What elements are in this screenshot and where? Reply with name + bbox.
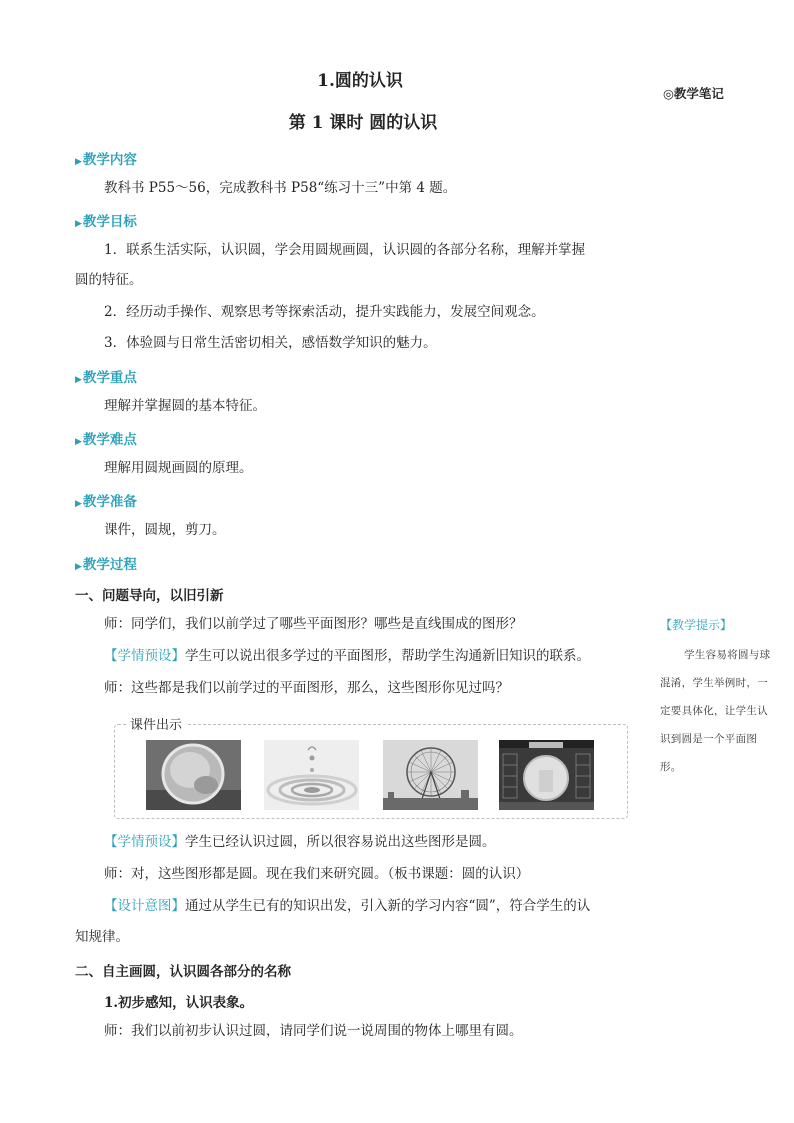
section-content: ▶教学内容 [75,152,137,168]
triangle-icon: ▶ [75,437,82,447]
triangle-icon: ▶ [75,375,82,385]
section-process: ▶教学过程 [75,557,137,573]
teaching-tip-text: 学生容易将圆与球混淆，学生举例时，一定要具体化，让学生认识到圆是一个平面图形。 [660,649,771,773]
section-key: ▶教学重点 [75,370,137,386]
part-1-line-5: 师：对，这些图形都是圆。现在我们来研究圆。（板书课题：圆的认识） [104,866,530,882]
content-text: 教科书 P55～56，完成教科书 P58“练习十三”中第 4 题。 [104,180,457,196]
triangle-icon: ▶ [75,157,82,167]
ferris-wheel-image [383,740,478,810]
triangle-icon: ▶ [75,219,82,229]
triangle-icon: ▶ [75,562,82,572]
lesson-title: 1.圆的认识 [317,71,403,91]
part-2-subheading: 1.初步感知，认识表象。 [104,995,254,1011]
goal-2: 2．经历动手操作、观察思考等探索活动，提升实践能力，发展空间观念。 [104,304,545,320]
part-1-line-6: 【设计意图】通过从学生已有的知识出发，引入新的学习内容“圆”，符合学生的认 [104,898,591,914]
part-1-heading: 一、问题导向，以旧引新 [75,588,224,604]
triangle-icon: ▶ [75,499,82,509]
teaching-tip-title: 【教学提示】 [660,618,733,632]
section-prep: ▶教学准备 [75,494,137,510]
part-1-line-4: 【学情预设】学生已经认识过圆，所以很容易说出这些图形是圆。 [104,834,496,850]
goal-1-line-2: 圆的特征。 [75,272,143,288]
difficult-text: 理解用圆规画圆的原理。 [104,460,253,476]
part-1-line-1: 师：同学们，我们以前学过了哪些平面图形？哪些是直线围成的图形？ [104,616,523,632]
student-preview-tag: 【学情预设】 [104,648,185,664]
key-text: 理解并掌握圆的基本特征。 [104,398,266,414]
teaching-notes-label: ◎教学笔记 [663,86,724,101]
goal-1-line-1: 1．联系生活实际，认识圆，学会用圆规画圆，认识圆的各部分名称，理解并掌握 [104,242,586,258]
courseware-label: 课件出示 [126,714,186,733]
prep-text: 课件，圆规，剪刀。 [104,522,226,538]
student-preview-tag: 【学情预设】 [104,834,185,850]
section-goals: ▶教学目标 [75,214,137,230]
round-plate-image [146,740,241,810]
design-intent-tag: 【设计意图】 [104,898,185,914]
part-2-line-1: 师：我们以前初步认识过圆，请同学们说一说周围的物体上哪里有圆。 [104,1023,523,1039]
section-difficult: ▶教学难点 [75,432,137,448]
part-1-line-2: 【学情预设】学生可以说出很多学过的平面图形，帮助学生沟通新旧知识的联系。 [104,648,590,664]
goal-3: 3．体验圆与日常生活密切相关，感悟数学知识的魅力。 [104,335,437,351]
part-1-line-7: 知规律。 [75,929,129,945]
lesson-subtitle: 第 1 课时 圆的认识 [288,113,438,133]
part-1-line-3: 师：这些都是我们以前学过的平面图形，那么，这些图形你见过吗？ [104,680,509,696]
water-ripple-image [264,740,359,810]
moon-gate-image [499,740,594,810]
part-2-heading: 二、自主画圆，认识圆各部分的名称 [75,964,291,980]
